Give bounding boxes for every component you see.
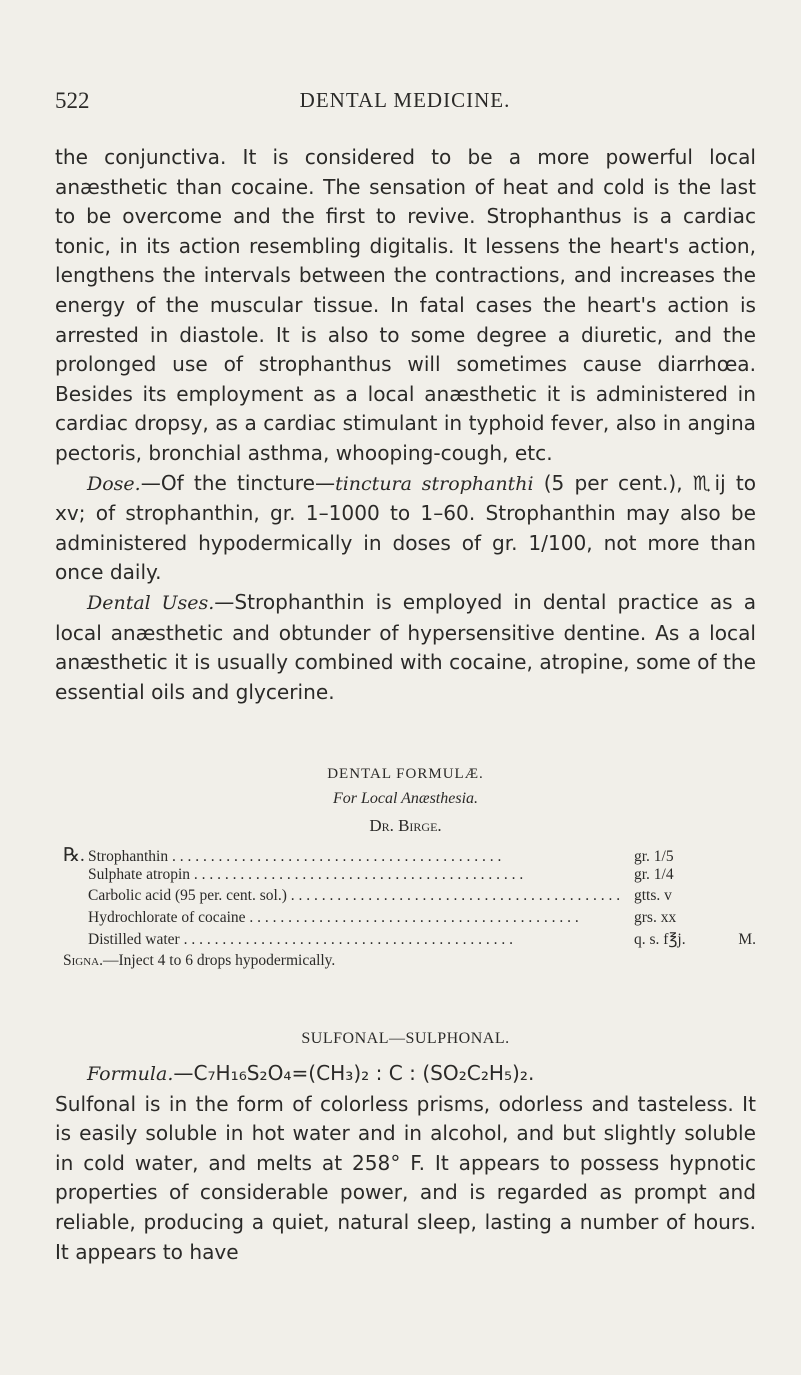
ingredient-dose: grs. xx (634, 908, 677, 926)
rx-row (55, 866, 756, 888)
signa-line (55, 952, 756, 976)
ingredient-name: Sulphate atropin . . . (88, 866, 634, 884)
sulfonal-heading: SULFONAL—SULPHONAL. (301, 1030, 510, 1047)
dental-uses-label: Dental Uses. (87, 591, 215, 614)
signa-label: Signa. (63, 951, 103, 969)
page-number: 522 (55, 88, 90, 113)
signa-text: —Inject 4 to 6 drops hypodermically. (103, 951, 336, 969)
running-head: DENTAL MEDICINE. (299, 88, 511, 112)
formulae-heading: DENTAL FORMULÆ. (327, 766, 484, 782)
paragraph-dose (55, 469, 756, 588)
strophanthus-section (55, 143, 756, 707)
page-header (55, 88, 755, 128)
formulae-subheading: For Local Anæsthesia. (332, 790, 479, 807)
paragraph-dental-uses (55, 588, 756, 707)
ingredient-name: Hydrochlorate of cocaine . . . (88, 909, 634, 927)
formulae-doctor: Dr. Birge. (369, 816, 442, 835)
ingredient-name: Distilled water . . . (88, 931, 634, 949)
dose-text: (5 per cent.), ♏ij to xv; of strophanthin, gr. 1–1000 to 1–60. Strophanthin may also be administered hypodermically in doses of gr. 1/100, not more than once daily. (55, 470, 756, 585)
ingredient-dose: gr. 1/4 (634, 865, 674, 883)
sulfonal-section (55, 1059, 756, 1267)
rx-symbol: ℞. (63, 845, 85, 866)
formula-label: Formula. (87, 1063, 174, 1085)
ingredient-name: Carbolic acid (95 per. cent. sol.) . . . (88, 887, 634, 905)
rx-row (55, 909, 756, 931)
misce-mark: M. (738, 931, 756, 948)
paragraph-strophanthus: the conjunctiva. It is considered to be a more powerful local anæsthetic than cocaine. The sensation of heat and cold is the last to be overcome and the first to revive. Strophanthus is a cardiac tonic, in its action resembling digitalis. It lessens the heart's action, lengthens the intervals between the contractions, and increases the energy of the muscular tissue. In fatal cases the heart's action is arrested in diastole. It is also to some degree a diuretic, and the prolonged use of strophanthus will sometimes cause diarrhœa. Besides its employment as a local anæsthetic it is administered in cardiac dropsy, as a cardiac stimulant in typhoid fever, also in angina pectoris, bronchial asthma, whooping-cough, etc. (55, 145, 756, 465)
ingredient-dose: q. s. f℥j. (634, 931, 686, 948)
rx-row (55, 844, 756, 866)
formula-value: —C₇H₁₆S₂O₄=(CH₃)₂ : C : (SO₂C₂H₅)₂. (173, 1061, 535, 1085)
ingredient-dose: gtts. v (634, 887, 672, 904)
sulfonal-formula (55, 1059, 756, 1090)
rx-row (55, 930, 756, 952)
ingredient-name: Strophanthin . . . (88, 848, 634, 866)
paragraph-sulfonal: Sulfonal is in the form of colorless prisms, odorless and tasteless. It is easily soluble in hot water and in alcohol, and but slightly soluble in cold water, and melts at 258° F. It appears to possess hypnotic properties of considerable power, and is regarded as prompt and reliable, producing a quiet, natural sleep, lasting a number of hours. It appears to have (55, 1091, 756, 1264)
dose-dash: —Of the tincture— (140, 470, 336, 495)
rx-row (55, 887, 756, 909)
dental-formulae (55, 766, 756, 976)
dose-tincture: tinctura strophanthi (335, 472, 534, 495)
dose-label: Dose. (87, 472, 141, 495)
dental-uses-text: —Strophanthin is employed in dental practice as a local anæsthetic and obtunder of hypersensitive dentine. As a local anæsthetic it is usually combined with cocaine, atropine, some of the essential oils and glycerine. (55, 589, 757, 704)
ingredient-dose: gr. 1/5 (634, 848, 674, 865)
